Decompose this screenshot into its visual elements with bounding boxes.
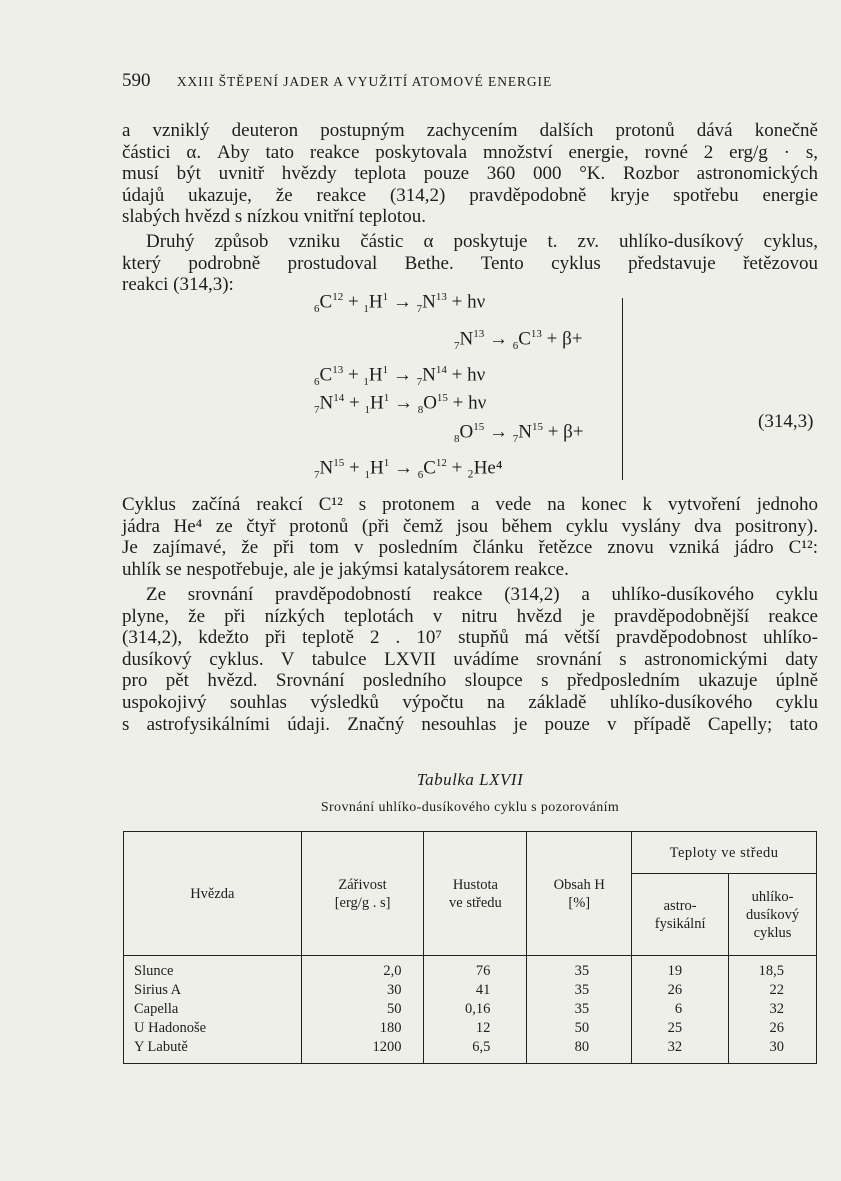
cell-cno: 22 [729,981,817,1000]
cell-astro: 19 [632,956,729,982]
equation-token: H [369,392,384,414]
cell-luminosity: 1200 [301,1038,424,1064]
cell-density: 12 [424,1019,527,1038]
equation-token: + [344,457,365,479]
equation-token: 14 [333,392,345,404]
cell-star: Y Labutě [124,1038,302,1064]
text-line: dusíkový cyklus. V tabulce LXVII uvádíme srovnání s astronomickými daty [122,648,818,670]
equation-token: C [319,291,333,313]
equation-token: 1 [363,303,369,316]
equation-token: N [459,328,474,350]
chapter-title: XXIII ŠTĚPENÍ JADER A VYUŽITÍ ATOMOVÉ ENERGIE [176,74,553,89]
equation-token: N [422,364,436,386]
text-line: plyne, že při nízkých teplotách v nitru hvězd je pravděpodobnější reakce [122,605,818,627]
equation-token: 13 [473,328,485,340]
equation-token: H [368,291,383,313]
cell-cno: 18,5 [729,956,817,982]
text-line: Druhý způsob vzniku částic α poskytuje t. zv. uhlíko-dusíkový cyklus, [146,231,818,252]
equation-token: 7 [314,404,320,417]
equation-token: 6 [314,303,320,316]
equation-token: 7 [512,433,519,446]
equation-token: C [319,364,333,386]
cell-astro: 6 [632,1000,729,1019]
reaction-line-3 [314,364,485,388]
equation-token: C [518,328,531,350]
text-line: musí být uvnitř hvězdy teplota pouze 360 000 °K. Rozbor astronomických [122,163,818,185]
equation-token: → [388,291,417,313]
text-line: jádra He⁴ ze čtyř protonů (při čemž jsou během cyklu vyslány dva positrony). [122,515,818,537]
equation-token: + ₂He⁴ [446,457,503,479]
reaction-line-6 [314,457,503,481]
table-row [124,1019,817,1038]
equation-number: (314,3) [758,411,814,432]
equation-token: H [369,457,384,479]
cell-density: 6,5 [424,1038,527,1064]
equation-token: + hν [446,291,486,313]
equation-token: + hν [446,364,486,386]
text-line: s astrofysikálními údaji. Značný nesouhlas je pouze v případě Capelly; tato [122,713,818,735]
table-subtitle: Srovnání uhlíko-dusíkového cyklu s pozorováním [320,800,620,815]
equation-token: 13 [530,328,542,340]
equation-token: → [484,328,513,350]
equation-token: O [423,392,437,414]
cell-star: Sirius A [124,981,302,1000]
equation-token: 12 [332,291,344,303]
paragraph-3 [122,494,818,580]
cell-cno: 32 [729,1000,817,1019]
equation-token: 1 [364,469,370,482]
equation-token: N [518,421,532,443]
table-row [124,956,817,982]
equation-token: O [459,421,474,443]
cell-astro: 25 [632,1019,729,1038]
paragraph-2 [122,231,818,296]
cell-density: 41 [424,981,527,1000]
cell-hydrogen: 35 [527,1000,632,1019]
equation-token: + [343,291,364,313]
text-line: a vzniklý deuteron postupným zachycením dalších protonů dává konečně [122,120,818,141]
equation-brace [622,298,623,480]
reaction-line-1 [314,291,485,315]
text-line: Ze srovnání pravděpodobností reakce (314,2) a uhlíko-dusíkového cyklu [146,584,818,605]
equation-token: + [344,392,365,414]
equation-token: 8 [454,433,460,446]
cell-luminosity: 50 [301,1000,424,1019]
paragraph-1 [122,120,818,228]
equation-token: + β+ [542,421,584,443]
text-line: Je zajímavé, že při tom v posledním článku řetězce znovu vzniká jádro C¹²: [122,537,818,559]
cell-luminosity: 30 [301,981,424,1000]
page-number: 590 [122,70,151,91]
table-row [124,1000,817,1019]
header-astrophysical: astro- fysikální [632,874,729,956]
equation-token: → [388,364,417,386]
equation-token: H [368,364,383,386]
equation-token: N [422,291,436,313]
equation-token: 7 [416,303,423,316]
header-density: Hustota ve středu [424,832,527,956]
text-line: pro pět hvězd. Srovnání posledního sloupce s předposledním ukazuje úplně [122,670,818,692]
text-line: který podrobně prostudoval Bethe. Tento cyklus představuje řetězovou [122,252,818,274]
text-line: uhlík se nespotřebuje, ale je jakýmsi katalysátorem reakce. [122,558,569,580]
equation-token: 1 [363,376,369,389]
header-hydrogen: Obsah H [%] [527,832,632,956]
cell-cno: 26 [729,1019,817,1038]
equation-token: 13 [435,291,447,303]
cell-hydrogen: 35 [527,981,632,1000]
text-line: částici α. Aby tato reakce poskytovala množství energie, rovné 2 erg/g · s, [122,141,818,163]
text-line: Cyklus začíná reakcí C¹² s protonem a vede na konec k vytvoření jednoho [122,494,818,515]
table-title: Tabulka LXVII [416,770,524,789]
equation-token: 15 [333,457,345,469]
text-line: (314,2), kdežto při teplotě 2 . 10⁷ stupňů má větší pravděpodobnost uhlíko- [122,627,818,649]
equation-token: 6 [512,340,519,353]
cell-cno: 30 [729,1038,817,1064]
equation-token: 14 [435,364,447,376]
equation-token: + hν [447,392,487,414]
comparison-table [123,831,817,1064]
equation-token: 6 [314,376,320,389]
header-star: Hvězda [124,832,302,956]
reaction-line-2 [454,328,583,352]
equation-token: 13 [332,364,344,376]
equation-token: 15 [473,421,485,433]
table-row [124,981,817,1000]
cell-luminosity: 180 [301,1019,424,1038]
cell-hydrogen: 50 [527,1019,632,1038]
equation-token: + β+ [541,328,583,350]
equation-token: N [319,457,334,479]
table-row [124,1038,817,1064]
cell-hydrogen: 35 [527,956,632,982]
text-line: slabých hvězd s nízkou vnitřní teplotou. [122,206,426,228]
equation-token: C [423,457,436,479]
paragraph-4 [122,584,818,735]
text-line: údajů ukazuje, že reakce (314,2) pravděpodobně kryje spotřebu energie [122,184,818,206]
equation-token: 1 [364,404,370,417]
cell-density: 76 [424,956,527,982]
equation-token: 1 [383,457,390,469]
equation-token: 6 [417,469,424,482]
equation-token: 8 [417,404,424,417]
cell-star: Capella [124,1000,302,1019]
cell-density: 0,16 [424,1000,527,1019]
header-luminosity: Zářivost [erg/g . s] [301,832,424,956]
cell-star: U Hadonoše [124,1019,302,1038]
equation-token: 7 [314,469,320,482]
equation-token: 1 [383,392,390,404]
text-line: reakci (314,3): [122,274,234,296]
cell-astro: 26 [632,981,729,1000]
equation-token: → [389,457,418,479]
equation-token: → [389,392,418,414]
equation-token: + [343,364,364,386]
cell-luminosity: 2,0 [301,956,424,982]
equation-token: 7 [454,340,460,353]
header-temperatures: Teploty ve středu [632,832,817,874]
reaction-line-5 [454,421,584,445]
equation-token: N [319,392,334,414]
reaction-line-4 [314,392,486,416]
text-line: uspokojivý souhlas výsledků výpočtu na základě uhlíko-dusíkového cyklu [122,691,818,713]
cell-hydrogen: 80 [527,1038,632,1064]
header-cno-cycle: uhlíko- dusíkový cyklus [729,874,817,956]
equation-token: 7 [416,376,423,389]
page-header [122,70,812,92]
equation-token: 1 [382,364,389,376]
equation-token: 15 [436,392,448,404]
equation-token: 15 [531,421,543,433]
equation-token: 12 [435,457,447,469]
cell-star: Slunce [124,956,302,982]
equation-token: 1 [382,291,389,303]
cell-astro: 32 [632,1038,729,1064]
equation-token: → [484,421,513,443]
